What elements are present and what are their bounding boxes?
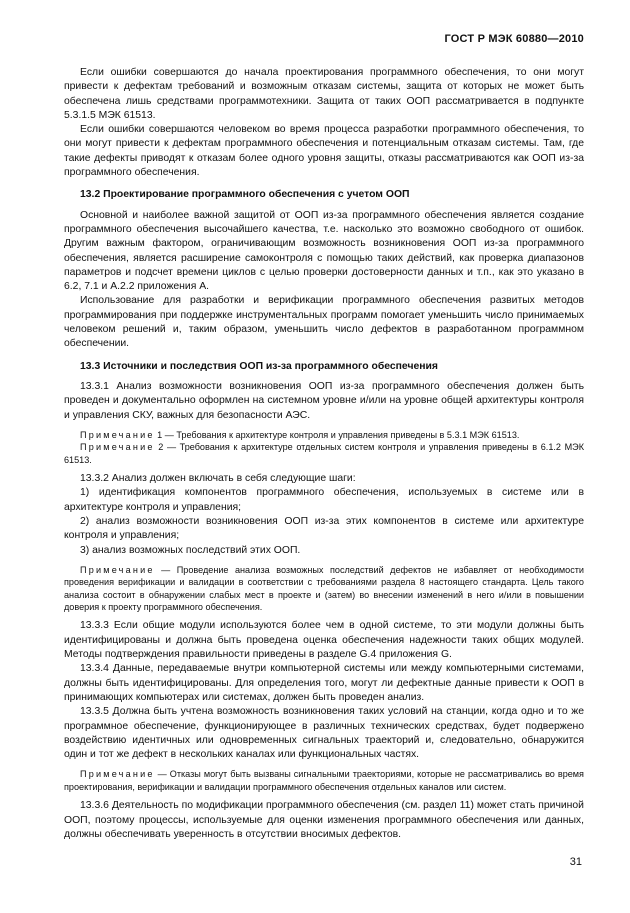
page-number: 31: [569, 856, 582, 868]
clause-13-3-4: 13.3.4 Данные, передаваемые внутри компьютерной системы или между компьютерными системами, должны быть идентифицированы. Для определения того, могут ли дефектные данные привести к ООП в принимающих компьютерах или системах, должен быть проведен анализ.: [64, 663, 584, 703]
note-4: [64, 768, 584, 793]
clause-13-3-1: 13.3.1 Анализ возможности возникновения ООП из-за программного обеспечения должен быть проведен и документально оформлен на системном уровне и/или на уровне общей архитектуры контроля и управления СКУ, важных для безопасности АЭС.: [64, 380, 584, 421]
note-3-text: — Проведение анализа возможных последствий дефектов не избавляет от необходимости проведения верификации и валидации в соответствии с требованиями раздела 8 настоящего стандарта. Цель такого анализа состоит в обнаружении слабых мест в проекте и (затем) во внесении изменений в него и/или в повышении доверия к проекту программного обеспечения.: [64, 564, 584, 613]
note-1: [64, 429, 584, 441]
document-body: [64, 66, 584, 842]
note-3: [64, 564, 584, 614]
intro-paragraph-1: Если ошибки совершаются до начала проектирования программного обеспечения, то они могут привести к дефектам требований и возможным отказам системы, защита от которых не может быть обеспечена лишь средствами программотехники. Защита от таких ООП рассматривается в подпункте 5.3.1.5 МЭК 61513.: [64, 67, 584, 121]
intro-paragraph-2: Если ошибки совершаются человеком во время процесса разработки программного обеспечения, то они могут привести к дефектам программного обеспечения и потенциальным отказам системы. Там, где такие дефекты приводят к отказам более одного уровня защиты, отказы рассматриваются как ООП из-за программного обеспечения.: [64, 124, 584, 179]
note-2: [64, 441, 584, 466]
document-header: ГОСТ Р МЭК 60880—2010: [444, 33, 584, 45]
note-4-text: — Отказы могут быть вызваны сигнальными траекториями, которые не рассматривались во время проектирования, верификации и валидации программного обеспечения отдельных каналов или систем.: [64, 769, 584, 792]
note-2-label: Примечание: [80, 442, 155, 453]
section-13-2-paragraph-2: Использование для разработки и верификации программного обеспечения развитых методов программирования при поддержке инструментальных программ помогает уменьшить число принимаемых человеком решений и, таким образом, уменьшить число дефектов в разработанном программном обеспечении.: [64, 295, 584, 350]
step-3: 3) анализ возможных последствий этих ООП.: [80, 544, 301, 556]
section-13-2-paragraph-1: Основной и наиболее важной защитой от ООП из-за программного обеспечения является создание программного обеспечения высочайшего качества, т.е. насколько это возможно свободного от ошибок. Другим важным фактором, ограничивающим возможность возникновения ООП из-за программного обеспечения, является расширение самоконтроля с помощью таких действий, как проверка диапазонов параметров и подсчет времени циклов с целью проверки достоверности данных и т.п., как это указано в 6.2, 7.1 и А.2.2 приложения А.: [64, 209, 584, 293]
section-13-3-heading: 13.3 Источники и последствия ООП из-за программного обеспечения: [80, 360, 438, 372]
note-1-label: Примечание: [80, 429, 155, 440]
note-3-label: Примечание: [80, 564, 155, 575]
clause-13-3-5: 13.3.5 Должна быть учтена возможность возникновения таких условий на станции, когда одно и то же программное обеспечение, функционирующее в различных технических средствах, будет подвержено воздействию идентичных или одновременных сигнальных траекторий и, следовательно, обнаружится один и тот же дефект в нескольких каналах или функциональных частях.: [64, 706, 584, 761]
step-1: 1) идентификация компонентов программного обеспечения, используемых в системе или в архитектуре контроля и управления;: [64, 487, 584, 513]
section-13-2-heading: 13.2 Проектирование программного обеспечения с учетом ООП: [80, 189, 410, 201]
clause-13-3-6: 13.3.6 Деятельность по модификации программного обеспечения (см. раздел 11) может стать причиной ООП, поэтому процессы, используемые для оценки изменения программного обеспечения или данных, должны обеспечивать уверенность в отсутствии вносимых дефектов.: [64, 800, 584, 840]
clause-13-3-3: 13.3.3 Если общие модули используются более чем в одной системе, то эти модули должны быть идентифицированы и должна быть проведена оценка обеспечения надежности таких общих модулей. Методы подтверждения правильности приведены в разделе G.4 приложения G.: [64, 620, 584, 661]
note-1-text: 1 — Требования к архитектуре контроля и управления приведены в 5.3.1 МЭК 61513.: [154, 429, 520, 440]
clause-13-3-2: 13.3.2 Анализ должен включать в себя следующие шаги:: [80, 473, 356, 485]
note-4-label: Примечание: [80, 769, 155, 780]
step-2: 2) анализ возможности возникновения ООП из-за этих компонентов в системе или архитектуре контроля и управления;: [64, 515, 584, 542]
note-2-text: 2 — Требования к архитектуре отдельных систем контроля и управления приведены в 6.1.2 МЭК 61513.: [64, 442, 584, 465]
